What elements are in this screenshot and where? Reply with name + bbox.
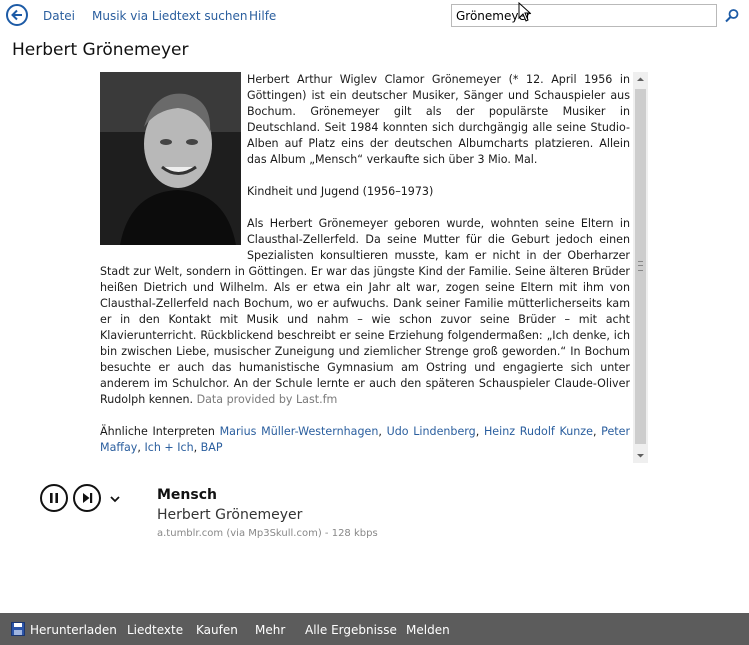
- buy-button[interactable]: Kaufen: [196, 623, 238, 637]
- similar-artist-link[interactable]: Udo Lindenberg: [386, 425, 476, 438]
- scroll-down-icon[interactable]: [633, 448, 648, 463]
- more-button[interactable]: Mehr: [255, 623, 286, 637]
- pause-icon: [42, 486, 66, 510]
- bio-scrollbar[interactable]: [633, 72, 648, 463]
- menu-datei[interactable]: Datei: [43, 9, 76, 23]
- similar-artist-link[interactable]: Peter Maffay: [100, 425, 630, 454]
- scrollbar-thumb[interactable]: [635, 89, 646, 444]
- pause-button[interactable]: [40, 484, 68, 512]
- back-button[interactable]: [6, 4, 28, 26]
- similar-artists-label: Ähnliche Interpreten: [100, 425, 215, 438]
- grip-icon: [638, 261, 643, 271]
- artist-photo: [100, 72, 241, 245]
- artist-title: Herbert Grönemeyer: [12, 40, 189, 60]
- report-button[interactable]: Melden: [406, 623, 450, 637]
- top-bar: [0, 0, 749, 33]
- bio-section-heading: Kindheit und Jugend (1956–1973): [247, 185, 434, 198]
- chevron-down-icon[interactable]: [109, 493, 121, 505]
- menu-lyrics-search[interactable]: Musik via Liedtext suchen: [92, 9, 248, 23]
- song-source: a.tumblr.com (via Mp3Skull.com) - 128 kbps: [157, 528, 378, 539]
- lyrics-button[interactable]: Liedtexte: [127, 623, 184, 637]
- next-track-button[interactable]: [73, 484, 101, 512]
- artist-bio: [100, 72, 630, 462]
- bottom-app-bar: [0, 613, 749, 645]
- similar-artist-link[interactable]: BAP: [200, 441, 223, 454]
- song-artist: Herbert Grönemeyer: [157, 507, 303, 523]
- similar-artists: Ähnliche Interpreten Marius Müller-Westernhagen, Udo Lindenberg, Heinz Rudolf Kunze, Peter Maffay, Ich + Ich, BAP: [100, 425, 630, 454]
- download-button[interactable]: Herunterladen: [30, 623, 117, 637]
- search-input[interactable]: [451, 4, 717, 27]
- all-results-button[interactable]: Alle Ergebnisse: [305, 623, 397, 637]
- search-icon[interactable]: [724, 8, 740, 24]
- bio-paragraph: Herbert Arthur Wiglev Clamor Grönemeyer (* 12. April 1956 in Göttingen) ist ein deutscher Musiker, Sänger und Schauspieler aus Bochum. Grönemeyer gilt als der populärste Musiker in Deutschland. Seit 1984 konnten sich durchgängig alle seine Studio-Alben auf Platz eins der deutschen Albumcharts platzieren. Allein das Album „Mensch“ verkaufte sich über 3 Mio. Mal.: [247, 73, 630, 166]
- skip-next-icon: [75, 486, 99, 510]
- bio-paragraph-text: Als Herbert Grönemeyer geboren wurde, wohnten seine Eltern in Clausthal-Zellerfeld. Da seine Mutter für die Geburt jedoch einen Spezialisten konsultieren musste, kam er nicht in der Oberharzer Stadt zur Welt, sondern in Göttingen. Er war das jüngste Kind der Familie. Seine älteren Brüder heißen Dietrich und Wilhelm. Als er etwa ein Jahr alt war, zogen seine Eltern mit ihm von Clausthal-Zellerfeld nach Bochum, wo er aufwuchs. Dank seiner Familie mütterlicherseits kam er in den Kontakt mit Musik und nahm – wie schon zuvor seine Brüder – mit acht Klavierunterricht. Rückblickend beschreibt er seine Erziehung folgendermaßen: „Ich denke, ich bin zwischen Liebe, musischer Zuneigung und ziemlicher Strenge groß geworden.“ In Bochum besuchte er auch das humanistische Gymnasium am Ostring und engagierte sich unter anderem im Schulchor. An der Schule lernte er auch den späteren Schauspieler Claude-Oliver Rudolph kennen.: [100, 217, 630, 406]
- data-provided-note: Data provided by Last.fm: [196, 393, 338, 406]
- back-arrow-icon: [10, 8, 24, 22]
- song-title: Mensch: [157, 487, 217, 503]
- similar-artist-link[interactable]: Heinz Rudolf Kunze: [483, 425, 593, 438]
- similar-artist-link[interactable]: Marius Müller-Westernhagen: [219, 425, 379, 438]
- mouse-cursor-icon: [518, 2, 532, 22]
- save-disk-icon[interactable]: [11, 622, 25, 636]
- scroll-up-icon[interactable]: [633, 72, 648, 87]
- menu-hilfe[interactable]: Hilfe: [249, 9, 277, 23]
- similar-artist-link[interactable]: Ich + Ich: [144, 441, 194, 454]
